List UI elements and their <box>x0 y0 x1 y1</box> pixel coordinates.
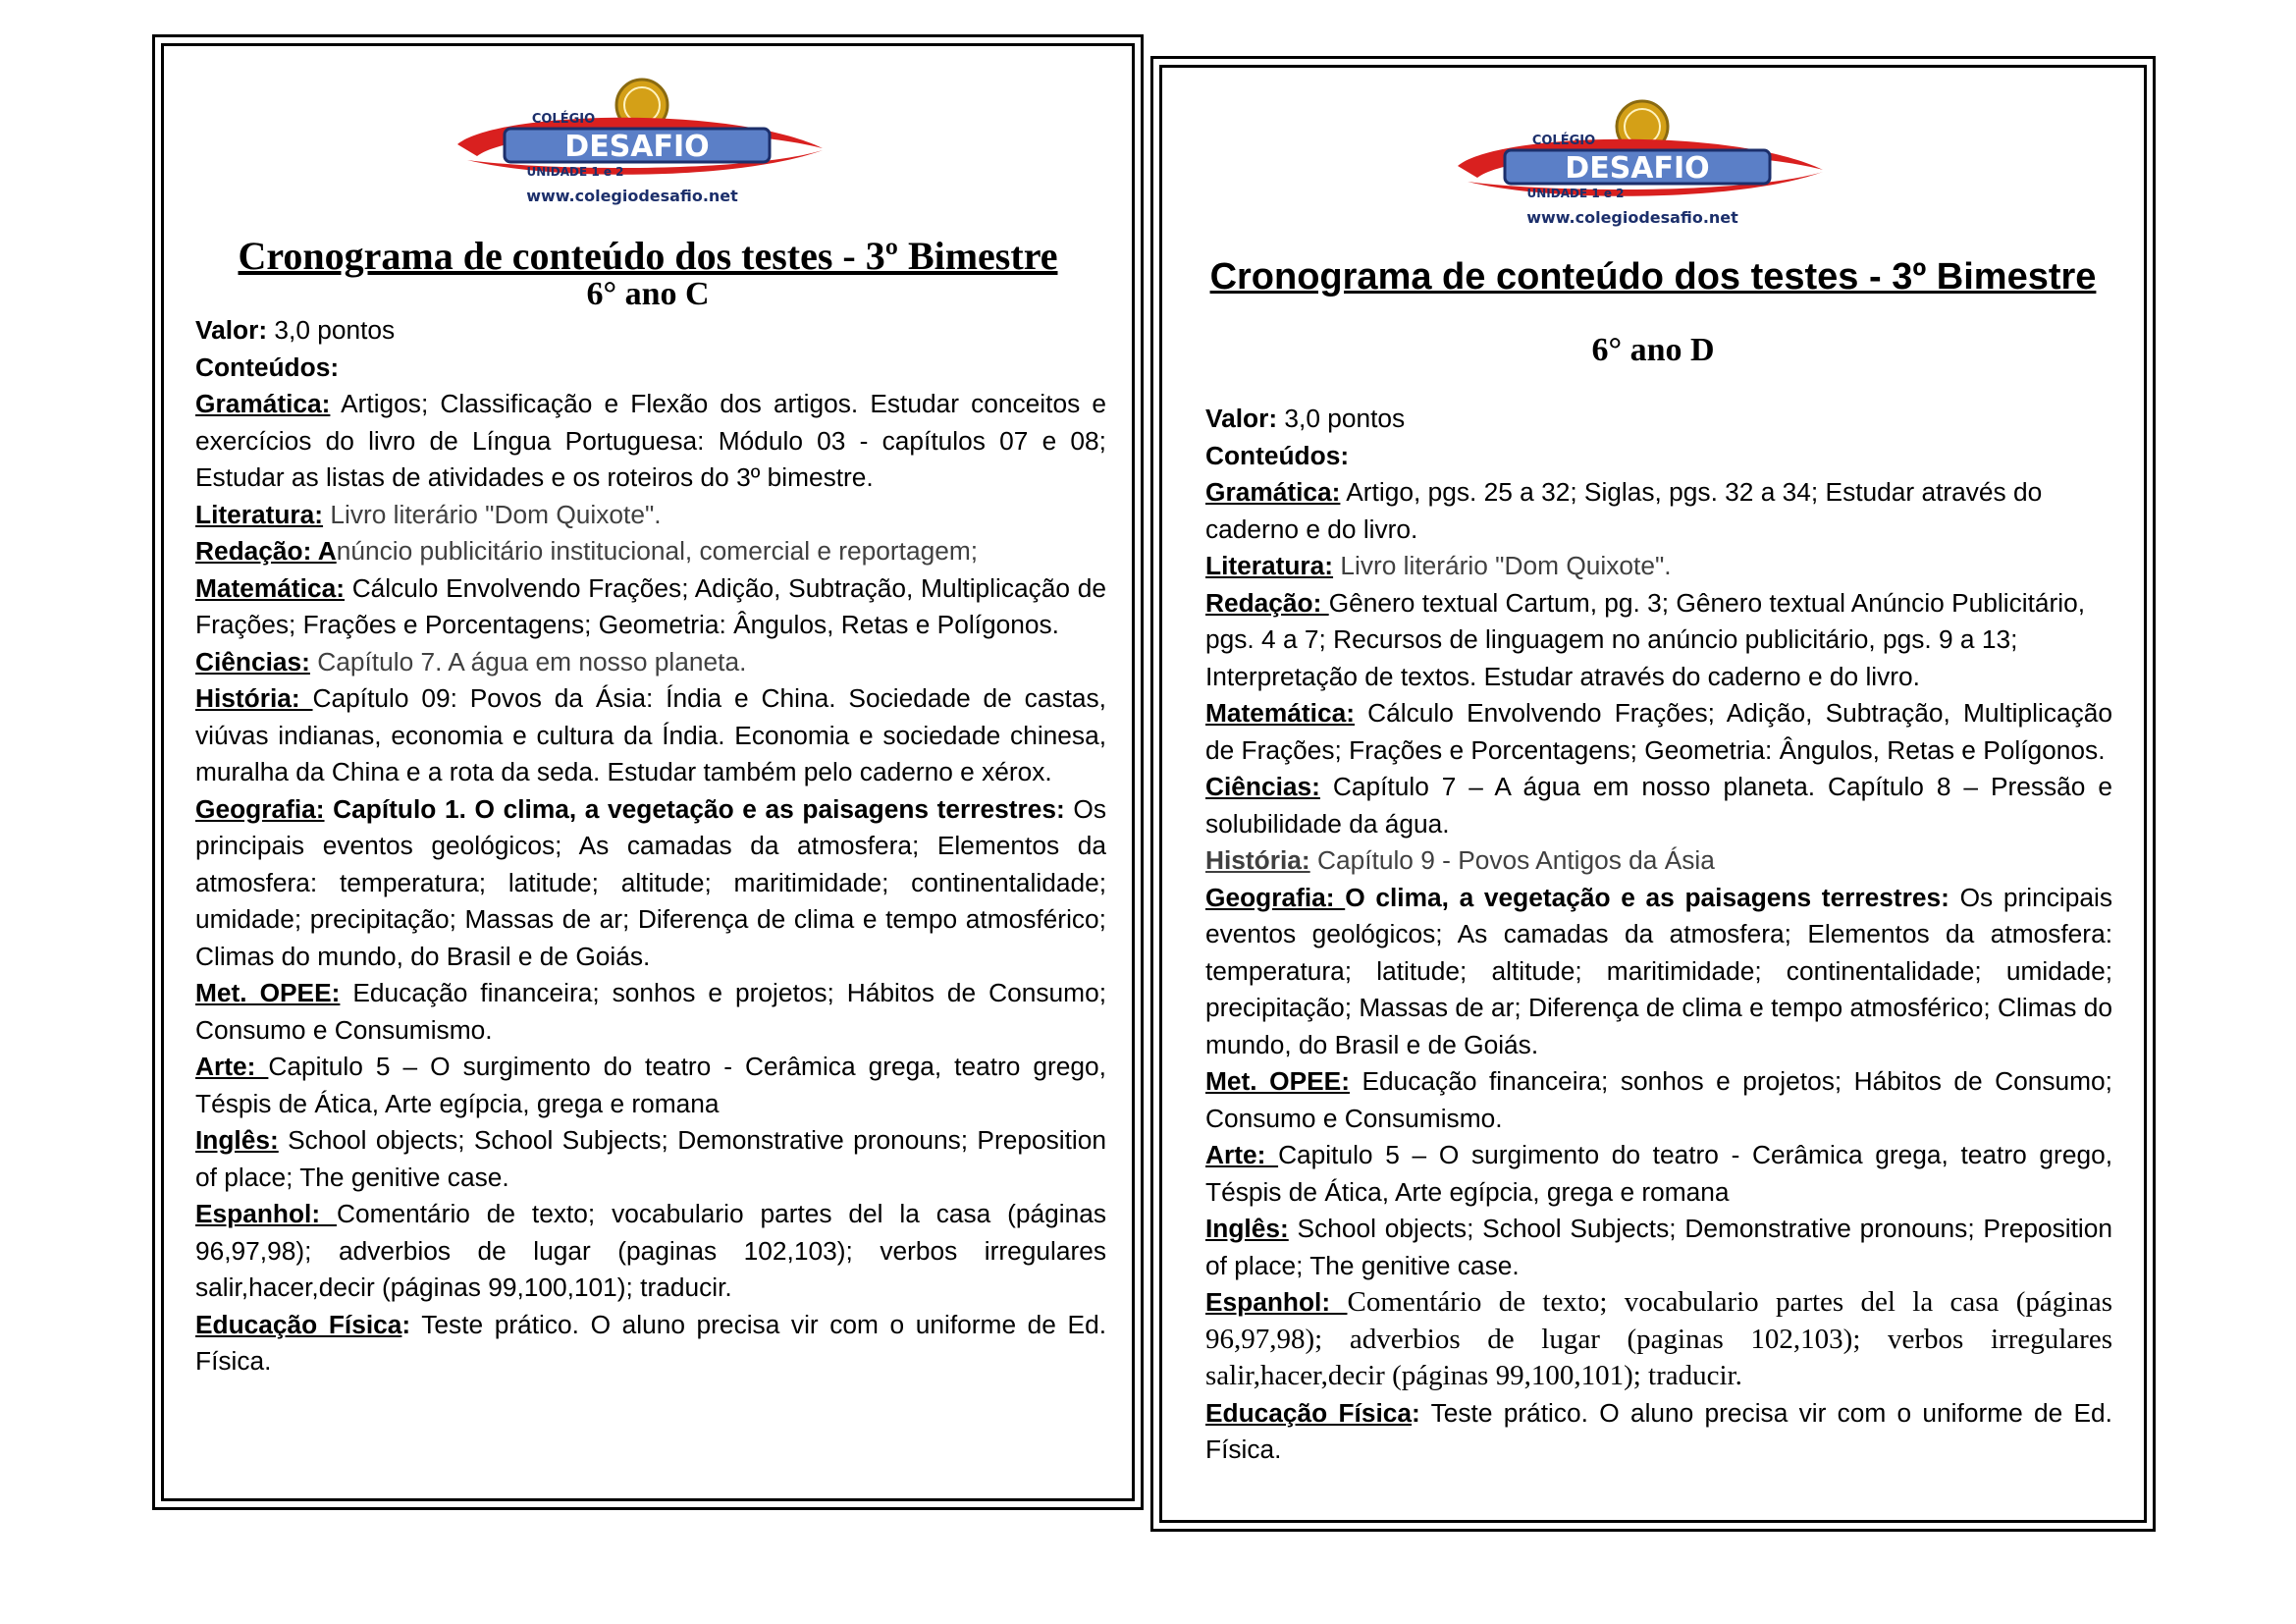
subject-label: Espanhol: <box>1205 1287 1348 1317</box>
subject-text: Cálculo Envolvendo Frações; Adição, Subtração, Multiplicação de Frações; Frações e Porcentagens; Geometria: Ângulos, Retas e Polígonos. <box>1205 698 2112 765</box>
subject-label: História: <box>1205 845 1310 875</box>
subject-ingles <box>1205 1211 2112 1284</box>
svg-text:UNIDADE 1 e 2: UNIDADE 1 e 2 <box>1526 187 1625 200</box>
subject-geografia <box>1205 880 2112 1064</box>
conteudos-heading <box>1205 438 2112 475</box>
subject-label: Matemática: <box>1205 698 1355 728</box>
subject-bold-text: O clima, a vegetação e as paisagens terrestres: <box>1345 882 1949 912</box>
subject-gramatica <box>195 386 1106 497</box>
subject-text: Capitulo 5 – O surgimento do teatro - Cerâmica grega, teatro grego, Téspis de Ática, Arte egípcia, grega e romana <box>1205 1140 2112 1207</box>
subject-text: Capítulo 7. A água em nosso planeta. <box>309 646 747 677</box>
colegio-desafio-logo-icon <box>438 72 830 209</box>
class-name: 6° ano D <box>1591 332 1715 368</box>
subject-arte <box>195 1049 1106 1122</box>
subject-text: Os principais eventos geológicos; As camadas da atmosfera; Elementos da atmosfera: temperatura; latitude; altitude; maritimidade; continentalidade; umidade; precipitação; Massas de ar; Diferença de clima e tempo atmosférico; Climas do mundo, do Brasil e de Goiás. <box>195 793 1106 971</box>
valor-text: 3,0 pontos <box>1277 404 1406 433</box>
valor-label: Valor: <box>1205 404 1278 433</box>
subject-label: História: <box>195 683 313 713</box>
svg-text:UNIDADE 1 e 2: UNIDADE 1 e 2 <box>526 165 624 179</box>
valor-line <box>195 312 1106 350</box>
subject-text: Comentário de texto; vocabulario partes del la casa (páginas 96,97,98); adverbios de lugar (paginas 102,103); verbos irregulares salir,hacer,decir (páginas 99,100,101); traducir. <box>195 1199 1106 1302</box>
subject-label: Met. OPEE: <box>195 978 341 1007</box>
subject-text: núncio publicitário institucional, comercial e reportagem; <box>336 536 979 566</box>
subject-text: Gênero textual Cartum, pg. 3; Gênero textual Anúncio Publicitário, pgs. 4 a 7; Recursos de linguagem no anúncio publicitário, pgs. 9 a 13; Interpretação de textos. Estudar através do caderno e do livro. <box>1205 587 2086 691</box>
subject-label: Espanhol: <box>195 1199 337 1228</box>
subject-historia <box>195 680 1106 791</box>
subject-text: Os principais eventos geológicos; As camadas da atmosfera; Elementos da atmosfera: temperatura; latitude; altitude; maritimidade; continentalidade; umidade; precipitação; Massas de ar; Diferença de clima e tempo atmosférico; Climas do mundo, do Brasil e de Goiás. <box>1205 882 2112 1059</box>
subject-text: Artigo, pgs. 25 a 32; Siglas, pgs. 32 a 34; Estudar através do caderno e do livro. <box>1205 477 2043 544</box>
subject-matematica <box>195 570 1106 644</box>
subject-label: Gramática: <box>195 389 331 418</box>
subject-historia <box>1205 842 2112 880</box>
subject-text: Teste prático. O aluno precisa vir com o uniforme de Ed. Física. <box>1205 1397 2112 1464</box>
svg-text:COLÉGIO: COLÉGIO <box>1531 134 1596 148</box>
subject-label: Redação: <box>1205 587 1329 618</box>
subject-label: Inglês: <box>195 1125 279 1155</box>
subject-label: Literatura: <box>195 499 324 529</box>
subject-redacao <box>195 533 1106 570</box>
subject-label: Ciências: <box>1205 772 1320 801</box>
subject-espanhol <box>195 1196 1106 1307</box>
subject-text: Artigos; Classificação e Flexão dos artigos. Estudar conceitos e exercícios do livro de Língua Portuguesa: Módulo 03 - capítulos 07 e 08; Estudar as listas de atividades e os roteiros do 3º bimestre. <box>195 389 1106 492</box>
subject-label: Gramática: <box>1205 477 1341 507</box>
schedule-card-6c <box>152 34 1144 1510</box>
subject-text: Cálculo Envolvendo Frações; Adição, Subtração, Multiplicação de Frações; Frações e Porcentagens; Geometria: Ângulos, Retas e Polígonos. <box>195 572 1106 639</box>
subject-text: Capítulo 09: Povos da Ásia: Índia e China. Sociedade de castas, viúvas indianas, economia e cultura da Índia. Economia e sociedade chinesa, muralha da China e a rota da seda. Estudar também pelo caderno e xérox. <box>195 683 1106 786</box>
svg-text:DESAFIO: DESAFIO <box>1565 151 1710 186</box>
subject-ingles <box>195 1122 1106 1196</box>
subject-ciencias <box>195 644 1106 681</box>
subject-label: Arte: <box>1205 1140 1279 1169</box>
subject-label: Redação: A <box>195 536 337 566</box>
subject-opee <box>195 975 1106 1049</box>
subject-gramatica <box>1205 474 2112 548</box>
subject-text: Educação financeira; sonhos e projetos; Hábitos de Consumo; Consumo e Consumismo. <box>195 978 1106 1045</box>
subject-text: Livro literário "Dom Quixote". <box>323 499 662 529</box>
valor-line <box>1205 401 2112 438</box>
subject-text: Capitulo 5 – O surgimento do teatro - Cerâmica grega, teatro grego, Téspis de Ática, Arte egípcia, grega e romana <box>195 1052 1106 1118</box>
content-list <box>1205 401 2112 1469</box>
subject-label: Met. OPEE: <box>1205 1066 1350 1096</box>
subject-ciencias <box>1205 769 2112 842</box>
conteudos-heading <box>195 350 1106 387</box>
subject-literatura <box>1205 548 2112 585</box>
subject-opee <box>1205 1063 2112 1137</box>
conteudos-label: Conteúdos: <box>1205 440 1350 470</box>
subject-label: Geografia: <box>195 793 325 824</box>
class-name: 6° ano C <box>586 276 710 312</box>
valor-label: Valor: <box>195 315 268 345</box>
subject-geografia <box>195 791 1106 976</box>
colegio-desafio-logo-icon <box>1438 93 1831 231</box>
school-logo <box>1438 93 1831 231</box>
subject-bold-text: Capítulo 1. O clima, a vegetação e as paisagens terrestres: <box>324 793 1065 824</box>
subject-label: Geografia: <box>1205 882 1346 912</box>
svg-text:DESAFIO: DESAFIO <box>564 130 710 164</box>
svg-text:www.colegiodesafio.net: www.colegiodesafio.net <box>526 187 738 205</box>
valor-text: 3,0 pontos <box>267 315 396 345</box>
subject-label: Inglês: <box>1205 1214 1289 1243</box>
subject-text: Teste prático. O aluno precisa vir com o uniforme de Ed. Física. <box>195 1309 1106 1376</box>
subject-arte <box>1205 1137 2112 1211</box>
svg-text:COLÉGIO: COLÉGIO <box>531 112 596 127</box>
content-list <box>195 312 1106 1380</box>
subject-text: Comentário de texto; vocabulario partes del la casa (páginas 96,97,98); adverbios de lugar (paginas 102,103); verbos irregulares salir,hacer,decir (páginas 99,100,101); traducir. <box>1205 1286 2112 1391</box>
subject-text: Capítulo 9 - Povos Antigos da Ásia <box>1309 845 1715 875</box>
subject-redacao <box>1205 585 2112 696</box>
subject-literatura <box>195 497 1106 534</box>
schedule-card-6d <box>1150 56 2156 1532</box>
conteudos-label: Conteúdos: <box>195 352 340 382</box>
subject-edfisica <box>195 1307 1106 1380</box>
subject-label: Ciências: <box>195 646 310 677</box>
subject-text: School objects; School Subjects; Demonstrative pronouns; Preposition of place; The genitive case. <box>1205 1214 2112 1280</box>
subject-edfisica <box>1205 1395 2112 1469</box>
subject-matematica <box>1205 695 2112 769</box>
subject-text: School objects; School Subjects; Demonstrative pronouns; Preposition of place; The genitive case. <box>195 1125 1106 1192</box>
subject-label: Literatura: <box>1205 551 1334 580</box>
subject-label: Matemática: <box>195 572 345 603</box>
subject-espanhol <box>1205 1284 2112 1395</box>
subject-label: Educação Física <box>195 1309 402 1339</box>
doc-title: Cronograma de conteúdo dos testes - 3º Bimestre <box>238 234 1058 278</box>
subject-text: Livro literário "Dom Quixote". <box>1333 551 1672 580</box>
svg-text:www.colegiodesafio.net: www.colegiodesafio.net <box>1526 208 1738 227</box>
subject-colon: : <box>401 1309 411 1339</box>
subject-text: Educação financeira; sonhos e projetos; Hábitos de Consumo; Consumo e Consumismo. <box>1205 1066 2112 1133</box>
subject-label: Arte: <box>195 1052 269 1081</box>
doc-title: Cronograma de conteúdo dos testes - 3º Bimestre <box>1209 256 2097 298</box>
subject-text: Capítulo 7 – A água em nosso planeta. Capítulo 8 – Pressão e solubilidade da água. <box>1205 772 2112 839</box>
subject-colon: : <box>1412 1397 1420 1428</box>
school-logo <box>438 72 830 209</box>
subject-label: Educação Física <box>1205 1397 1413 1428</box>
